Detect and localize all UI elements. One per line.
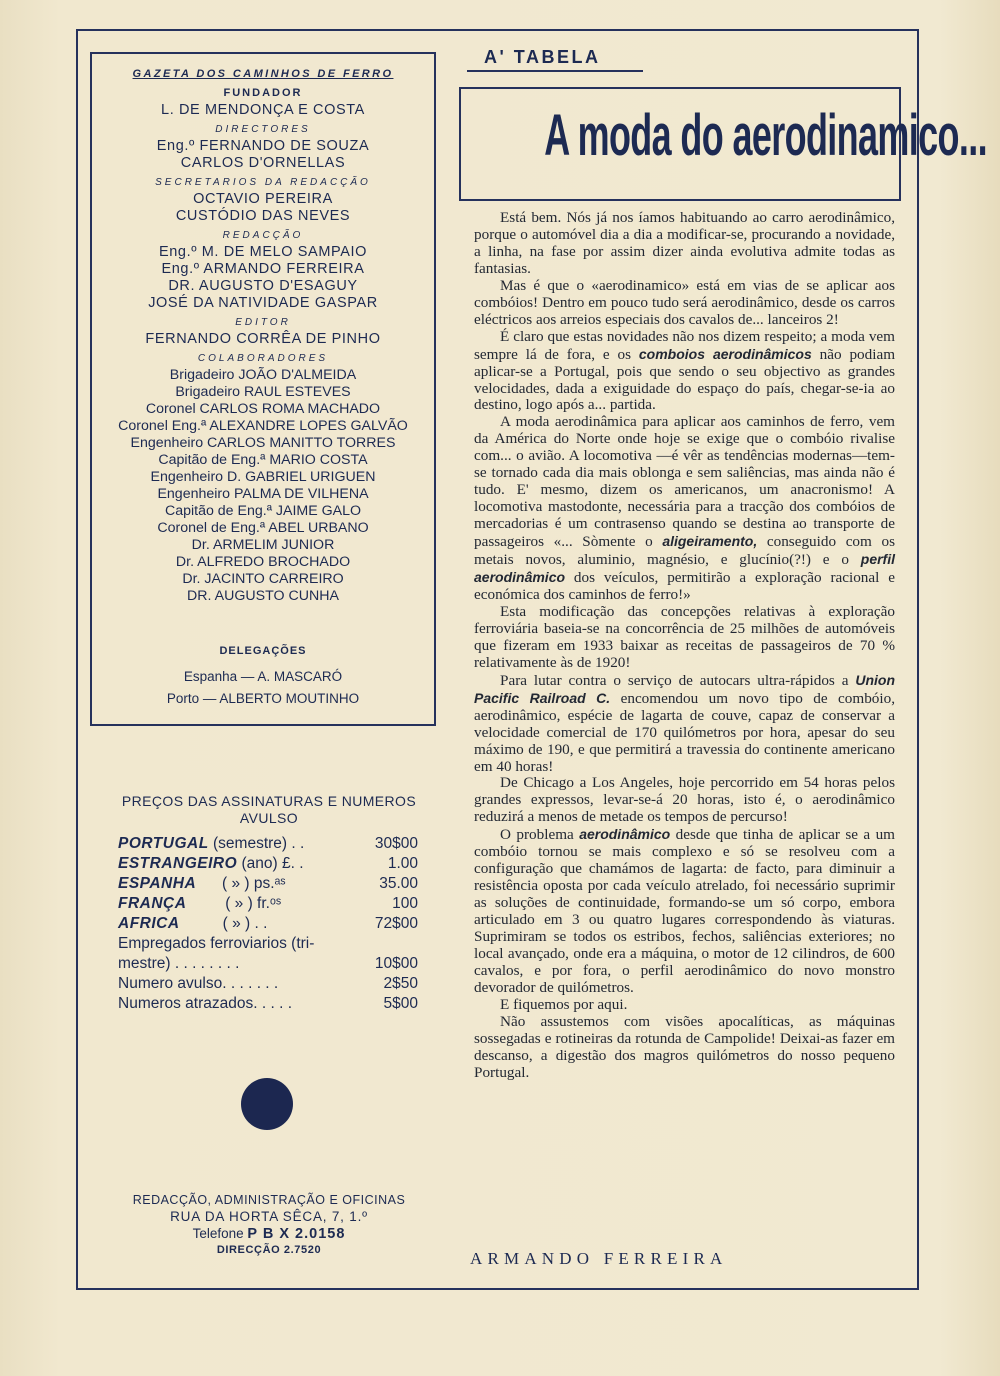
admin-address xyxy=(96,1193,442,1256)
price-row xyxy=(118,874,418,894)
headline-box xyxy=(459,87,987,201)
directors-heading: DIRECTORES xyxy=(215,124,311,135)
price-detail: (ano) £. . xyxy=(237,855,304,872)
delegation-line: Espanha — A. MASCARÓ xyxy=(183,669,343,684)
price-detail: Numero avulso. . . . . . . xyxy=(118,975,279,992)
price-row xyxy=(118,894,418,914)
price-label xyxy=(118,834,304,854)
price-detail: Numeros atrazados. . . . . xyxy=(118,995,293,1012)
article-paragraph: O problema aerodinâmico desde que tinha de aplicar se a um combóio tornou se mais complexo e só se resolveu com a configuração que chamámos de lagarta: de facto, para diminuir a resistência oposta por cada veículo atrelado, foi necessário suprimir as soluções de continuidade, formando-se um só corpo, embora articulado em 3 ou quatro lugares correspondendo às viaturas. Suprimiram se todos os estribos, fechos, saliências exteriores; no local avançado, onde era a máquina, o motor de 12 cilindros, de 600 cavalos, e por fora, o perfil aerodinâmico do novo monstro devorador de quilómetros. xyxy=(474,826,895,996)
founder-heading: FUNDADOR xyxy=(223,87,303,99)
price-label xyxy=(118,934,314,954)
price-detail: ( » ) . . xyxy=(179,915,268,932)
article-paragraph: E fiquemos por aqui. xyxy=(500,995,628,1013)
phone-label: Telefone xyxy=(192,1226,244,1241)
collaborator-name: Coronel de Eng.ª ABEL URBANO xyxy=(157,520,369,536)
redaccao-name: JOSÉ DA NATIVIDADE GASPAR xyxy=(148,295,378,311)
direction-line: DIRECÇÃO 2.7520 xyxy=(216,1244,322,1256)
price-row xyxy=(118,854,418,874)
article-paragraph: É claro que estas novidades não nos dizem respeito; a moda vem sempre lá de fora, e os comboios aerodinâmicos não podiam aplicar-se a Portugal, pois que sendo o seu objectivo as grandes velocidades, dada a exiguidade do espaço do país, chegar-se-ia ao destino, logo após a... partida. xyxy=(474,327,896,414)
redaccao-heading: REDACÇÃO xyxy=(222,230,304,241)
price-value: 30$00 xyxy=(374,835,418,852)
collaborator-name: Coronel Eng.ª ALEXANDRE LOPES GALVÃO xyxy=(118,418,408,434)
price-value: 100 xyxy=(392,895,418,912)
editor-name: FERNANDO CORRÊA DE PINHO xyxy=(145,331,381,347)
masthead-title: GAZETA DOS CAMINHOS DE FERRO xyxy=(132,68,394,80)
redaccao-name: Eng.º M. DE MELO SAMPAIO xyxy=(159,244,367,260)
price-detail: ( » ) fr.ᵒˢ xyxy=(186,895,282,912)
address-line: RUA DA HORTA SÊCA, 7, 1.º xyxy=(170,1209,368,1224)
price-table xyxy=(118,834,418,1014)
phone-number: P B X 2.0158 xyxy=(247,1226,346,1242)
price-detail: mestre) . . . . . . . . xyxy=(118,955,240,972)
prices-title xyxy=(96,793,442,827)
delegation-line: Porto — ALBERTO MOUTINHO xyxy=(166,691,360,706)
redaccao-name: DR. AUGUSTO D'ESAGUY xyxy=(168,278,358,294)
price-value: 72$00 xyxy=(374,915,418,932)
prices-title-line: AVULSO xyxy=(239,810,299,826)
price-value: 10$00 xyxy=(374,955,418,972)
price-value: 1.00 xyxy=(387,855,418,872)
price-label xyxy=(118,954,239,974)
masthead-box xyxy=(90,52,436,726)
collaborator-name: Coronel CARLOS ROMA MACHADO xyxy=(145,401,381,417)
price-label xyxy=(118,874,286,894)
section-label: A' TABELA xyxy=(484,47,601,67)
article-body xyxy=(474,210,895,1082)
phone-line xyxy=(96,1226,442,1242)
prices-title-line: PREÇOS DAS ASSINATURAS E NUMEROS xyxy=(121,793,417,809)
price-region: ESPANHA xyxy=(118,875,197,892)
emphasis: perfil aerodinâmico xyxy=(474,551,895,586)
collaborator-name: Capitão de Eng.ª JAIME GALO xyxy=(164,503,362,519)
delegations-heading: DELEGAÇÕES xyxy=(219,645,307,657)
price-region: FRANÇA xyxy=(118,895,187,912)
price-label xyxy=(118,994,292,1014)
emphasis: comboios aerodinâmicos xyxy=(638,345,812,362)
emphasis: aligeiramento, xyxy=(662,533,758,550)
founder-name: L. DE MENDONÇA E COSTA xyxy=(161,102,365,118)
collaborator-name: Brigadeiro RAUL ESTEVES xyxy=(175,384,351,400)
price-value: 2$50 xyxy=(383,975,418,992)
secretaries-heading: SECRETARIOS DA REDACÇÃO xyxy=(155,177,371,188)
article-paragraph: A moda aerodinâmica para aplicar aos caminhos de ferro, vem da América do Norte onde hoje se exige que o combóio rivalise com... o avião. A locomotiva —é vêr as tendências modernas—tem-se tornado cada dia mais oblonga e sem saliências, mas ainda não é tudo. E' mesmo, dizem os americanos, um anacronismo! A locomotiva mastodonte, necessária para a tracção dos combóios de mercadorias é um contrasenso quando se destina ao transporte de passageiros «... Sòmente o aligeiramento, conseguido com os metais novos, aluminio, magnésio, e glucínio(?!) e o perfil aerodinâmico dos veículos, permitirão a exploração racional e económica dos caminhos de ferro!» xyxy=(474,413,895,603)
price-row xyxy=(118,934,418,954)
collaborator-name: Engenheiro PALMA DE VILHENA xyxy=(157,486,369,502)
collaborator-name: Dr. ARMELIM JUNIOR xyxy=(191,537,335,553)
emphasis: aerodinâmico xyxy=(579,826,671,843)
secretary-name: CUSTÓDIO DAS NEVES xyxy=(175,208,351,224)
collaborator-name: Dr. JACINTO CARREIRO xyxy=(182,571,344,587)
article-paragraph: Está bem. Nós já nos íamos habituando ao carro aerodinâmico, porque o automóvel dia a dia a modificar-se, procurando a novidade, a linha, na fase por assim dizer ainda evolutiva admite todas as fantasias. xyxy=(474,209,895,277)
price-label xyxy=(118,894,281,914)
collaborator-name: Dr. ALFREDO BROCHADO xyxy=(175,554,351,570)
price-row xyxy=(118,974,418,994)
price-label xyxy=(118,854,304,874)
price-label xyxy=(118,974,278,994)
price-row xyxy=(118,954,418,974)
emphasis: Union Pacific Railroad C. xyxy=(474,671,895,706)
article-paragraph: Não assustemos com visões apocalíticas, as máquinas sossegadas e rotineiras da rotunda de Campolide! Deixai-as fazer em descanso, a digestão dos magros quilómetros do nosso pequeno Portugal. xyxy=(474,1012,895,1081)
price-region: AFRICA xyxy=(118,915,180,932)
price-detail: Empregados ferroviarios (tri- xyxy=(118,935,315,952)
decorative-disc xyxy=(241,1078,293,1130)
secretary-name: OCTAVIO PEREIRA xyxy=(193,191,333,207)
price-row xyxy=(118,994,418,1014)
price-row xyxy=(118,914,418,934)
price-label xyxy=(118,914,267,934)
article-paragraph: Esta modificação das concepções relativas à exploração ferroviária baseia-se na concorrência de 25 milhões de automóveis que fizeram em 1933 baixar as receitas de passageiros de 70 % relativamente às de 1920! xyxy=(474,602,895,671)
price-detail: ( » ) ps.ᵃˢ xyxy=(196,875,286,892)
collaborator-name: Brigadeiro JOÃO D'ALMEIDA xyxy=(169,367,357,383)
collaborator-name: DR. AUGUSTO CUNHA xyxy=(187,588,339,604)
section-rule xyxy=(467,70,643,72)
collaborator-name: Engenheiro D. GABRIEL URIGUEN xyxy=(150,469,376,485)
collaborator-name: Engenheiro CARLOS MANITTO TORRES xyxy=(130,435,396,451)
price-region: PORTUGAL xyxy=(118,835,209,852)
article-paragraph: Mas é que o «aerodinamico» está em vias de se aplicar aos combóios! Dentro em pouco tudo será aerodinâmico, desde os carros eléctricos aos arreios especiais dos cavalos de... lanceiros 2! xyxy=(474,276,895,328)
price-row xyxy=(118,834,418,854)
collaborator-name: Capitão de Eng.ª MARIO COSTA xyxy=(158,452,368,468)
price-region: ESTRANGEIRO xyxy=(118,855,238,872)
article-paragraph: De Chicago a Los Angeles, hoje percorrido em 54 horas pelos grandes expressos, levar-se-á 20 horas, isto é, o aerodinâmico reduzirá a menos de metade os tempos de percurso! xyxy=(474,774,895,826)
collaborators-heading: COLABORADORES xyxy=(197,353,329,364)
price-value: 35.00 xyxy=(379,875,418,892)
article-headline: A moda do aerodinamico... xyxy=(544,103,987,168)
editor-heading: EDITOR xyxy=(235,317,291,328)
price-value: 5$00 xyxy=(383,995,418,1012)
article-paragraph: Para lutar contra o serviço de autocars ultra-rápidos a Union Pacific Railroad C. encomendou um novo tipo de combóio, aerodinâmico, espécie de lagarta de couve, capaz de conservar a velocidade comercial de 170 quilómetros por hora, apesar do seu máximo de 190, e que permitirá a travessia do continente americano em 40 horas! xyxy=(474,671,895,775)
redaccao-name: Eng.º ARMANDO FERREIRA xyxy=(161,261,365,277)
director-name: CARLOS D'ORNELLAS xyxy=(180,155,346,171)
director-name: Eng.º FERNANDO DE SOUZA xyxy=(156,138,370,154)
article-byline: ARMANDO FERREIRA xyxy=(470,1249,728,1268)
admin-line: REDACÇÃO, ADMINISTRAÇÃO E OFICINAS xyxy=(132,1193,406,1207)
price-detail: (semestre) . . xyxy=(208,835,305,852)
